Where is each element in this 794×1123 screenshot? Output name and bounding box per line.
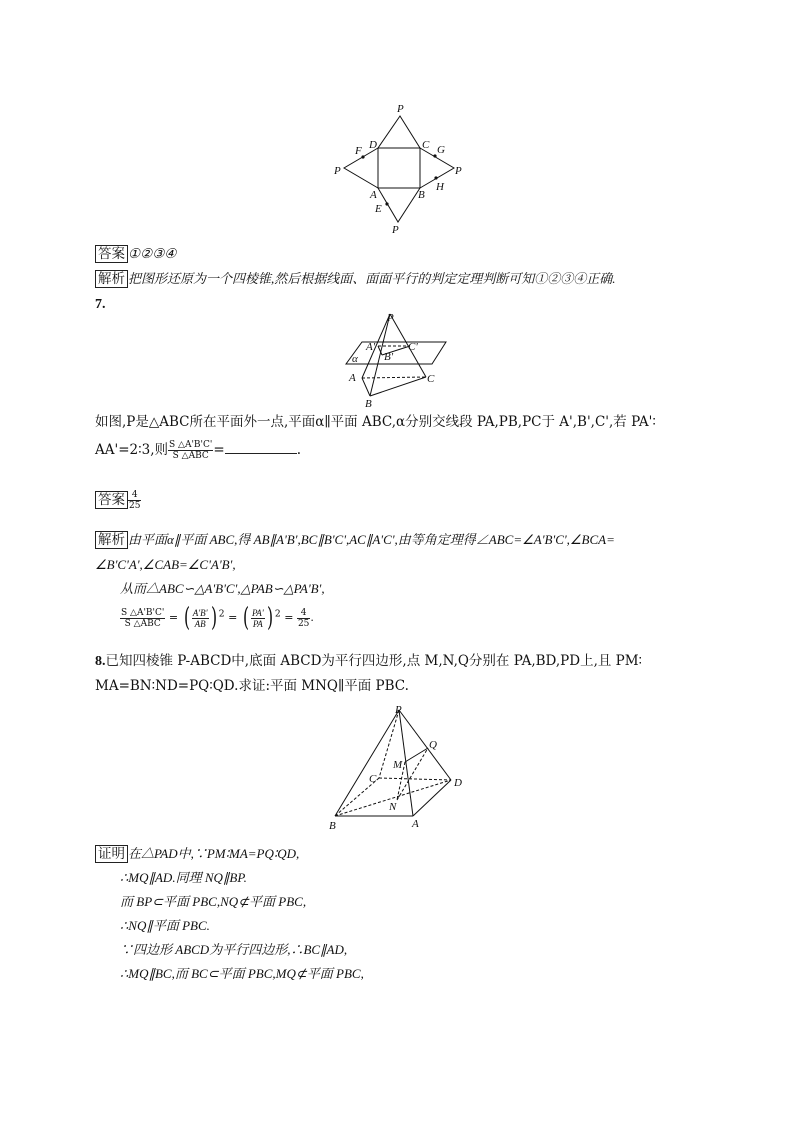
q7-figure [340, 310, 455, 410]
label-p-left: P [334, 165, 341, 177]
label-h: H [436, 181, 444, 193]
triangle-bottom [378, 188, 420, 222]
q7-stem-line2: AA'=2∶3,则 $\frac{S \triangle A'B'C'}{\text{S △ABC}}$ = . [95, 440, 301, 461]
q6-answer-row [95, 245, 176, 263]
q8-proof-line4: ∴NQ∥平面 PBC. [120, 918, 210, 933]
q7-answer-fraction: $\frac{4}{25}$ [129, 490, 141, 511]
label-c: C [369, 773, 377, 785]
q7-analysis-line1: 解析 由平面α∥平面 ABC,得 AB∥A'B',BC∥B'C',AC∥A'C',由等角定理得∠ABC=∠A'B'C',∠BCA= [95, 531, 615, 549]
q7-number: 7. [95, 297, 106, 312]
plane-alpha [346, 342, 446, 364]
q7-equation: $\frac{S \triangle A'B'C'}{\text{S △ABC}}$ = ( $\frac{A'B'}{AB}$ ) $^2$ = ( $\frac{PA'}{PA}$ ) $^2$ = $\frac{4}{25}$ . [121, 603, 314, 633]
q6-analysis-row [95, 270, 616, 289]
q8-number: 8. [95, 654, 106, 669]
square-base [378, 148, 420, 188]
label-b: B [365, 398, 372, 410]
label-p-top: P [397, 103, 404, 115]
q7-ratio-fraction: $\frac{S \triangle A'B'C'}{\text{S △ABC}}$ [169, 440, 213, 461]
label-p-right: P [455, 165, 462, 177]
label-b1: B' [384, 351, 394, 363]
label-p: P [395, 704, 402, 716]
answer-tag: 答案 [95, 245, 128, 263]
q8-stem-line1: 8.已知四棱锥 P-ABCD中,底面 ABCD为平行四边形,点 M,N,Q分别在 PA,BD,PD上,且 PM∶ [95, 653, 643, 669]
triangle-top [378, 116, 420, 148]
q8-proof-line2: ∴MQ∥AD.同理 NQ∥BP. [120, 870, 247, 885]
label-b: B [418, 189, 425, 201]
label-d: D [454, 777, 462, 789]
q7-analysis-line3: 从而△ABC∽△A'B'C',△PAB∽△PA'B', [120, 581, 325, 596]
q8-stem-line2: MA=BN∶ND=PQ∶QD.求证:平面 MNQ∥平面 PBC. [95, 678, 409, 694]
label-a: A [370, 189, 377, 201]
analysis-tag: 解析 [95, 270, 128, 288]
label-a1: A' [366, 341, 376, 353]
q8-proof-line6: ∴MQ∥BC,而 BC⊂平面 PBC,MQ⊄平面 PBC, [120, 966, 364, 981]
label-d: D [369, 139, 377, 151]
label-m: M [393, 759, 403, 771]
label-alpha: α [352, 353, 358, 365]
q7-stem-line1: 如图,P是△ABC所在平面外一点,平面α∥平面 ABC,α分别交线段 PA,PB,PC于 A',B',C',若 PA'∶ [95, 414, 656, 430]
q7-analysis-line2: ∠B'C'A',∠CAB=∠C'A'B', [95, 557, 236, 572]
label-f: F [355, 145, 362, 157]
q8-figure [325, 702, 470, 834]
label-q: Q [429, 739, 437, 751]
answer-blank [225, 441, 297, 454]
label-a: A [349, 372, 356, 384]
label-c1: C' [408, 341, 418, 353]
q6-analysis: 把图形还原为一个四棱锥,然后根据线面、面面平行的判定定理判断可知①②③④正确. [128, 271, 616, 286]
label-b: B [329, 820, 336, 832]
q6-answer: ①②③④ [128, 246, 177, 261]
q8-proof-line3: 而 BP⊂平面 PBC,NQ⊄平面 PBC, [120, 894, 307, 909]
q8-proof-line5: ∵四边形 ABCD为平行四边形,∴BC∥AD, [120, 942, 348, 957]
label-p: P [387, 312, 394, 324]
label-g: G [437, 144, 445, 156]
label-a: A [412, 818, 419, 830]
q7-answer-row [95, 490, 141, 511]
label-p-bottom: P [392, 224, 399, 236]
analysis-tag: 解析 [95, 531, 128, 549]
label-c: C [422, 139, 430, 151]
label-e: E [375, 203, 382, 215]
answer-tag: 答案 [95, 491, 128, 509]
label-c: C [427, 373, 435, 385]
net-figure [330, 98, 470, 238]
label-n: N [389, 801, 397, 813]
q8-proof-line1: 证明 在△PAD中,∵PM∶MA=PQ∶QD, [95, 845, 299, 863]
proof-tag: 证明 [95, 845, 128, 863]
